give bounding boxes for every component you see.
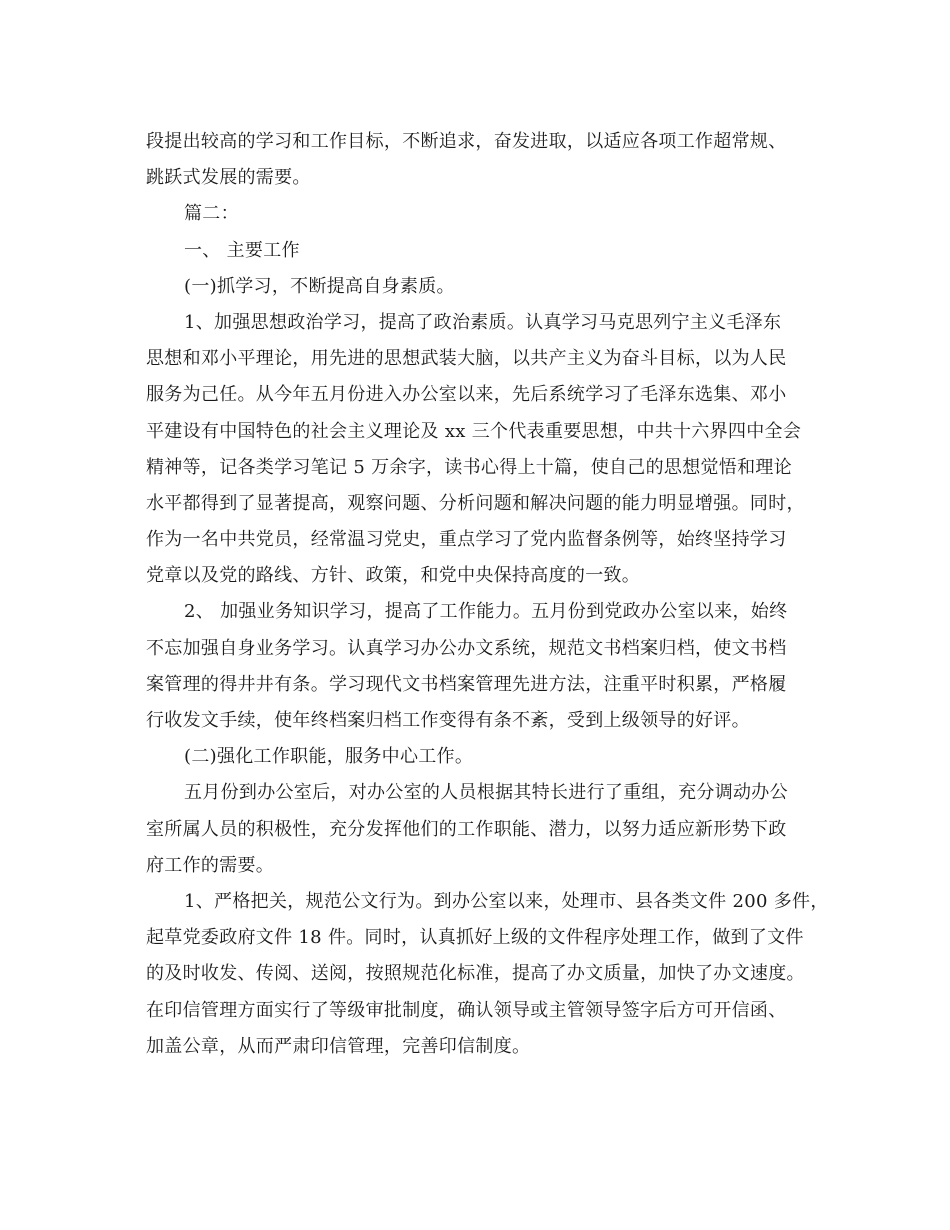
text-line: 府工作的需要。 (146, 854, 275, 876)
text-line: 室所属人员的积极性，充分发挥他们的工作职能、潜力，以努力适应新形势下政 (146, 818, 787, 840)
section-heading: 篇二： (184, 203, 239, 225)
text-line: 段提出较高的学习和工作目标，不断追求，奋发进取，以适应各项工作超常规、 (146, 131, 787, 152)
paragraph-start: 1、严格把关，规范公文行为。到办公室以来，处理市、县各类文件 200 多件， (184, 890, 829, 912)
text-line: 在印信管理方面实行了等级审批制度，确认领导或主管领导签字后方可开信函、 (146, 999, 787, 1021)
text-line: 精神等，记各类学习笔记 5 万余字，读书心得上十篇，使自己的思想觉悟和理论 (146, 456, 792, 478)
text-line: 思想和邓小平理论，用先进的思想武装大脑，以共产主义为奋斗目标，以为人民 (146, 348, 787, 370)
text-line: 行收发文手续，使年终档案归档工作变得有条不紊，受到上级领导的好评。 (146, 710, 750, 731)
text-line: 起草党委政府文件 18 件。同时，认真抓好上级的文件程序处理工作，做到了文件 (146, 927, 804, 949)
text-line: 的及时收发、传阅、送阅，按照规范化标准，提高了办文质量，加快了办文速度。 (146, 963, 805, 985)
text-line: 水平都得到了显著提高，观察问题、分析问题和解决问题的能力明显增强。同时， (146, 492, 805, 514)
text-line: 平建设有中国特色的社会主义理论及 xx 三个代表重要思想，中共十六界四中全会 (146, 420, 802, 442)
text-line: 服务为己任。从今年五月份进入办公室以来，先后系统学习了毛泽东选集、邓小 (146, 384, 787, 406)
subsection-heading: (一)抓学习，不断提高自身素质。 (184, 275, 455, 297)
text-line: 党章以及党的路线、方针、政策，和党中央保持高度的一致。 (146, 565, 641, 587)
section-heading: 一、 主要工作 (184, 239, 300, 261)
text-line: 跳跃式发展的需要。 (146, 167, 311, 189)
paragraph-start: 五月份到办公室后，对办公室的人员根据其特长进行了重组，充分调动办公 (184, 782, 788, 804)
text-line: 不忘加强自身业务学习。认真学习办公办文系统，规范文书档案归档，使文书档 (146, 637, 787, 659)
paragraph-start: 1、加强思想政治学习，提高了政治素质。认真学习马克思列宁主义毛泽东 (184, 311, 782, 333)
text-line: 作为一名中共党员，经常温习党史，重点学习了党内监督条例等，始终坚持学习 (146, 529, 787, 551)
text-line: 加盖公章，从而严肃印信管理，完善印信制度。 (146, 1035, 531, 1057)
paragraph-start: 2、 加强业务知识学习，提高了工作能力。五月份到党政办公室以来，始终 (184, 601, 788, 623)
document-body (146, 124, 829, 1065)
text-line: 案管理的得井井有条。学习现代文书档案管理先进方法，注重平时积累，严格履 (146, 673, 787, 695)
subsection-heading: (二)强化工作职能，服务中心工作。 (184, 746, 474, 768)
